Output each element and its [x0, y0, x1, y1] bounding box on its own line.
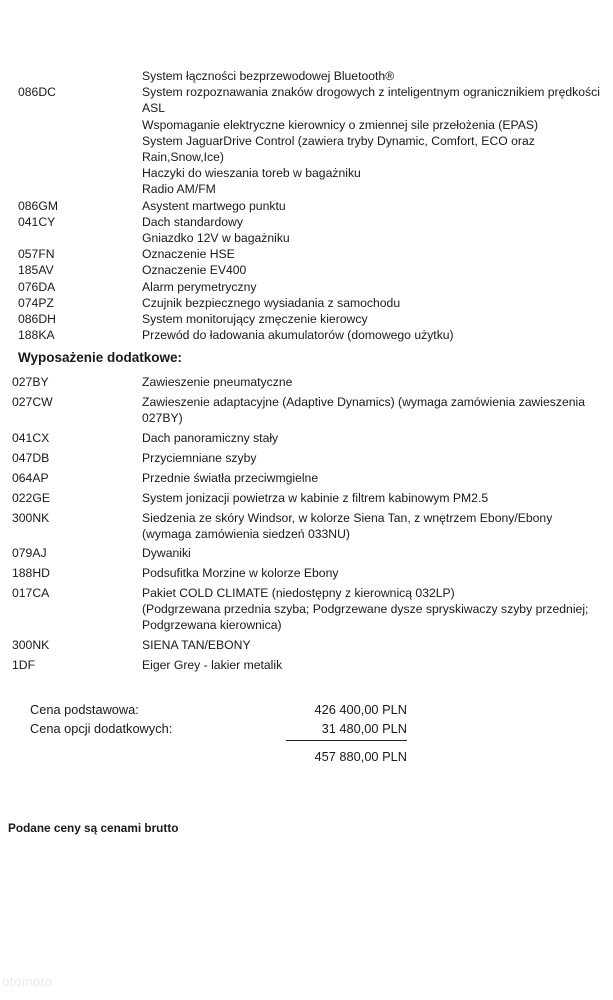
equipment-description: Haczyki do wieszania toreb w bagażniku: [142, 166, 361, 181]
option-row: [12, 586, 607, 633]
equipment-row: [18, 117, 603, 133]
equipment-code: 076DA: [18, 279, 56, 294]
equipment-code: [18, 68, 142, 84]
equipment-description: Alarm perymetryczny: [142, 279, 257, 294]
option-description: Zawieszenie pneumatyczne: [142, 375, 293, 389]
base-price-label: Cena podstawowa:: [30, 702, 139, 717]
option-row: [12, 491, 607, 507]
option-row: [12, 395, 607, 427]
option-description: System jonizacji powietrza w kabinie z filtrem kabinowym PM2.5: [142, 490, 489, 505]
option-code: 300NK: [12, 510, 50, 525]
standard-equipment-list: [18, 68, 603, 343]
option-code: 188HD: [12, 566, 50, 581]
equipment-row: [18, 214, 603, 230]
total-divider: [286, 740, 407, 741]
equipment-code: 086DH: [18, 312, 56, 327]
options-price-value: 31 480,00 PLN: [321, 721, 407, 736]
equipment-code: [18, 133, 142, 165]
equipment-code: 086DC: [18, 85, 56, 100]
option-code: 079AJ: [12, 546, 47, 561]
equipment-description: Dach standardowy: [142, 214, 243, 229]
equipment-row: [18, 133, 603, 165]
equipment-code: 074PZ: [18, 295, 54, 310]
options-price-label: Cena opcji dodatkowych:: [30, 721, 173, 736]
equipment-row: [18, 295, 603, 311]
option-code: 017CA: [12, 586, 50, 601]
option-code: 300NK: [12, 638, 50, 653]
option-description: Eiger Grey - lakier metalik: [142, 658, 283, 673]
equipment-description: Asystent martwego punktu: [142, 198, 286, 213]
equipment-row: [18, 327, 603, 343]
base-price-value: 426 400,00 PLN: [314, 702, 407, 717]
option-code: 047DB: [12, 450, 50, 465]
equipment-code: 041CY: [18, 214, 56, 229]
watermark-logo: otomoto: [2, 974, 53, 989]
option-code: 027BY: [12, 375, 49, 389]
option-row: [12, 451, 607, 467]
equipment-row: [18, 165, 603, 181]
option-code: 022GE: [12, 490, 50, 505]
equipment-row: [18, 181, 603, 197]
total-price-value: 457 880,00 PLN: [314, 749, 407, 764]
equipment-row: [18, 84, 603, 116]
equipment-code: 185AV: [18, 263, 54, 278]
option-description: SIENA TAN/EBONY: [142, 638, 251, 653]
equipment-description: System łączności bezprzewodowej Bluetooth®: [142, 69, 395, 83]
option-description: Siedzenia ze skóry Windsor, w kolorze Siena Tan, z wnętrzem Ebony/Ebony (wymaga zamówienia siedzeń 033NU): [142, 510, 553, 541]
equipment-description: Gniazdko 12V w bagażniku: [142, 231, 290, 246]
option-description: Podsufitka Morzine w kolorze Ebony: [142, 566, 339, 581]
equipment-code: [18, 117, 142, 133]
equipment-description: Wspomaganie elektryczne kierownicy o zmiennej sile przełożenia (EPAS): [142, 117, 539, 132]
option-row: [12, 638, 607, 654]
equipment-description: Radio AM/FM: [142, 182, 216, 197]
equipment-row: [18, 262, 603, 278]
option-description: Przyciemniane szyby: [142, 450, 257, 465]
optional-equipment-heading: Wyposażenie dodatkowe:: [18, 350, 183, 365]
option-description: Przednie światła przeciwmgielne: [142, 470, 319, 485]
equipment-description: Przewód do ładowania akumulatorów (domowego użytku): [142, 328, 454, 343]
equipment-description: System monitorujący zmęczenie kierowcy: [142, 312, 368, 327]
equipment-row: [18, 68, 603, 84]
equipment-description: System rozpoznawania znaków drogowych z inteligentnym ogranicznikiem prędkości ASL: [142, 85, 600, 116]
option-row: [12, 511, 607, 543]
option-row: [12, 375, 607, 391]
equipment-row: [18, 311, 603, 327]
equipment-row: [18, 279, 603, 295]
option-code: 041CX: [12, 430, 50, 445]
option-code: 064AP: [12, 470, 49, 485]
equipment-code: 188KA: [18, 328, 55, 343]
option-row: [12, 546, 607, 562]
equipment-description: Oznaczenie HSE: [142, 247, 235, 262]
option-code: 1DF: [12, 658, 36, 673]
option-description: Dach panoramiczny stały: [142, 430, 279, 445]
equipment-code: [18, 165, 142, 181]
equipment-row: [18, 230, 603, 246]
optional-equipment-list: [12, 375, 607, 678]
equipment-description: Oznaczenie EV400: [142, 263, 247, 278]
equipment-code: [18, 230, 142, 246]
option-row: [12, 471, 607, 487]
equipment-row: [18, 246, 603, 262]
option-description: Dywaniki: [142, 546, 191, 561]
equipment-code: 086GM: [18, 198, 58, 213]
equipment-description: System JaguarDrive Control (zawiera tryby Dynamic, Comfort, ECO oraz Rain,Snow,Ice): [142, 133, 535, 165]
option-row: [12, 658, 607, 674]
option-description: Pakiet COLD CLIMATE (niedostępny z kierownicą 032LP) (Podgrzewana przednia szyba; Podgrzewane dysze spryskiwaczy szyby przedniej; Podgrzewana kierownica): [142, 586, 589, 633]
option-description: Zawieszenie adaptacyjne (Adaptive Dynamics) (wymaga zamówienia zawieszenia 027BY): [142, 394, 586, 425]
option-code: 027CW: [12, 394, 53, 409]
equipment-code: 057FN: [18, 247, 55, 262]
equipment-code: [18, 181, 142, 197]
gross-price-note: Podane ceny są cenami brutto: [8, 821, 179, 835]
equipment-description: Czujnik bezpiecznego wysiadania z samochodu: [142, 295, 401, 310]
option-row: [12, 566, 607, 582]
equipment-row: [18, 198, 603, 214]
option-row: [12, 431, 607, 447]
